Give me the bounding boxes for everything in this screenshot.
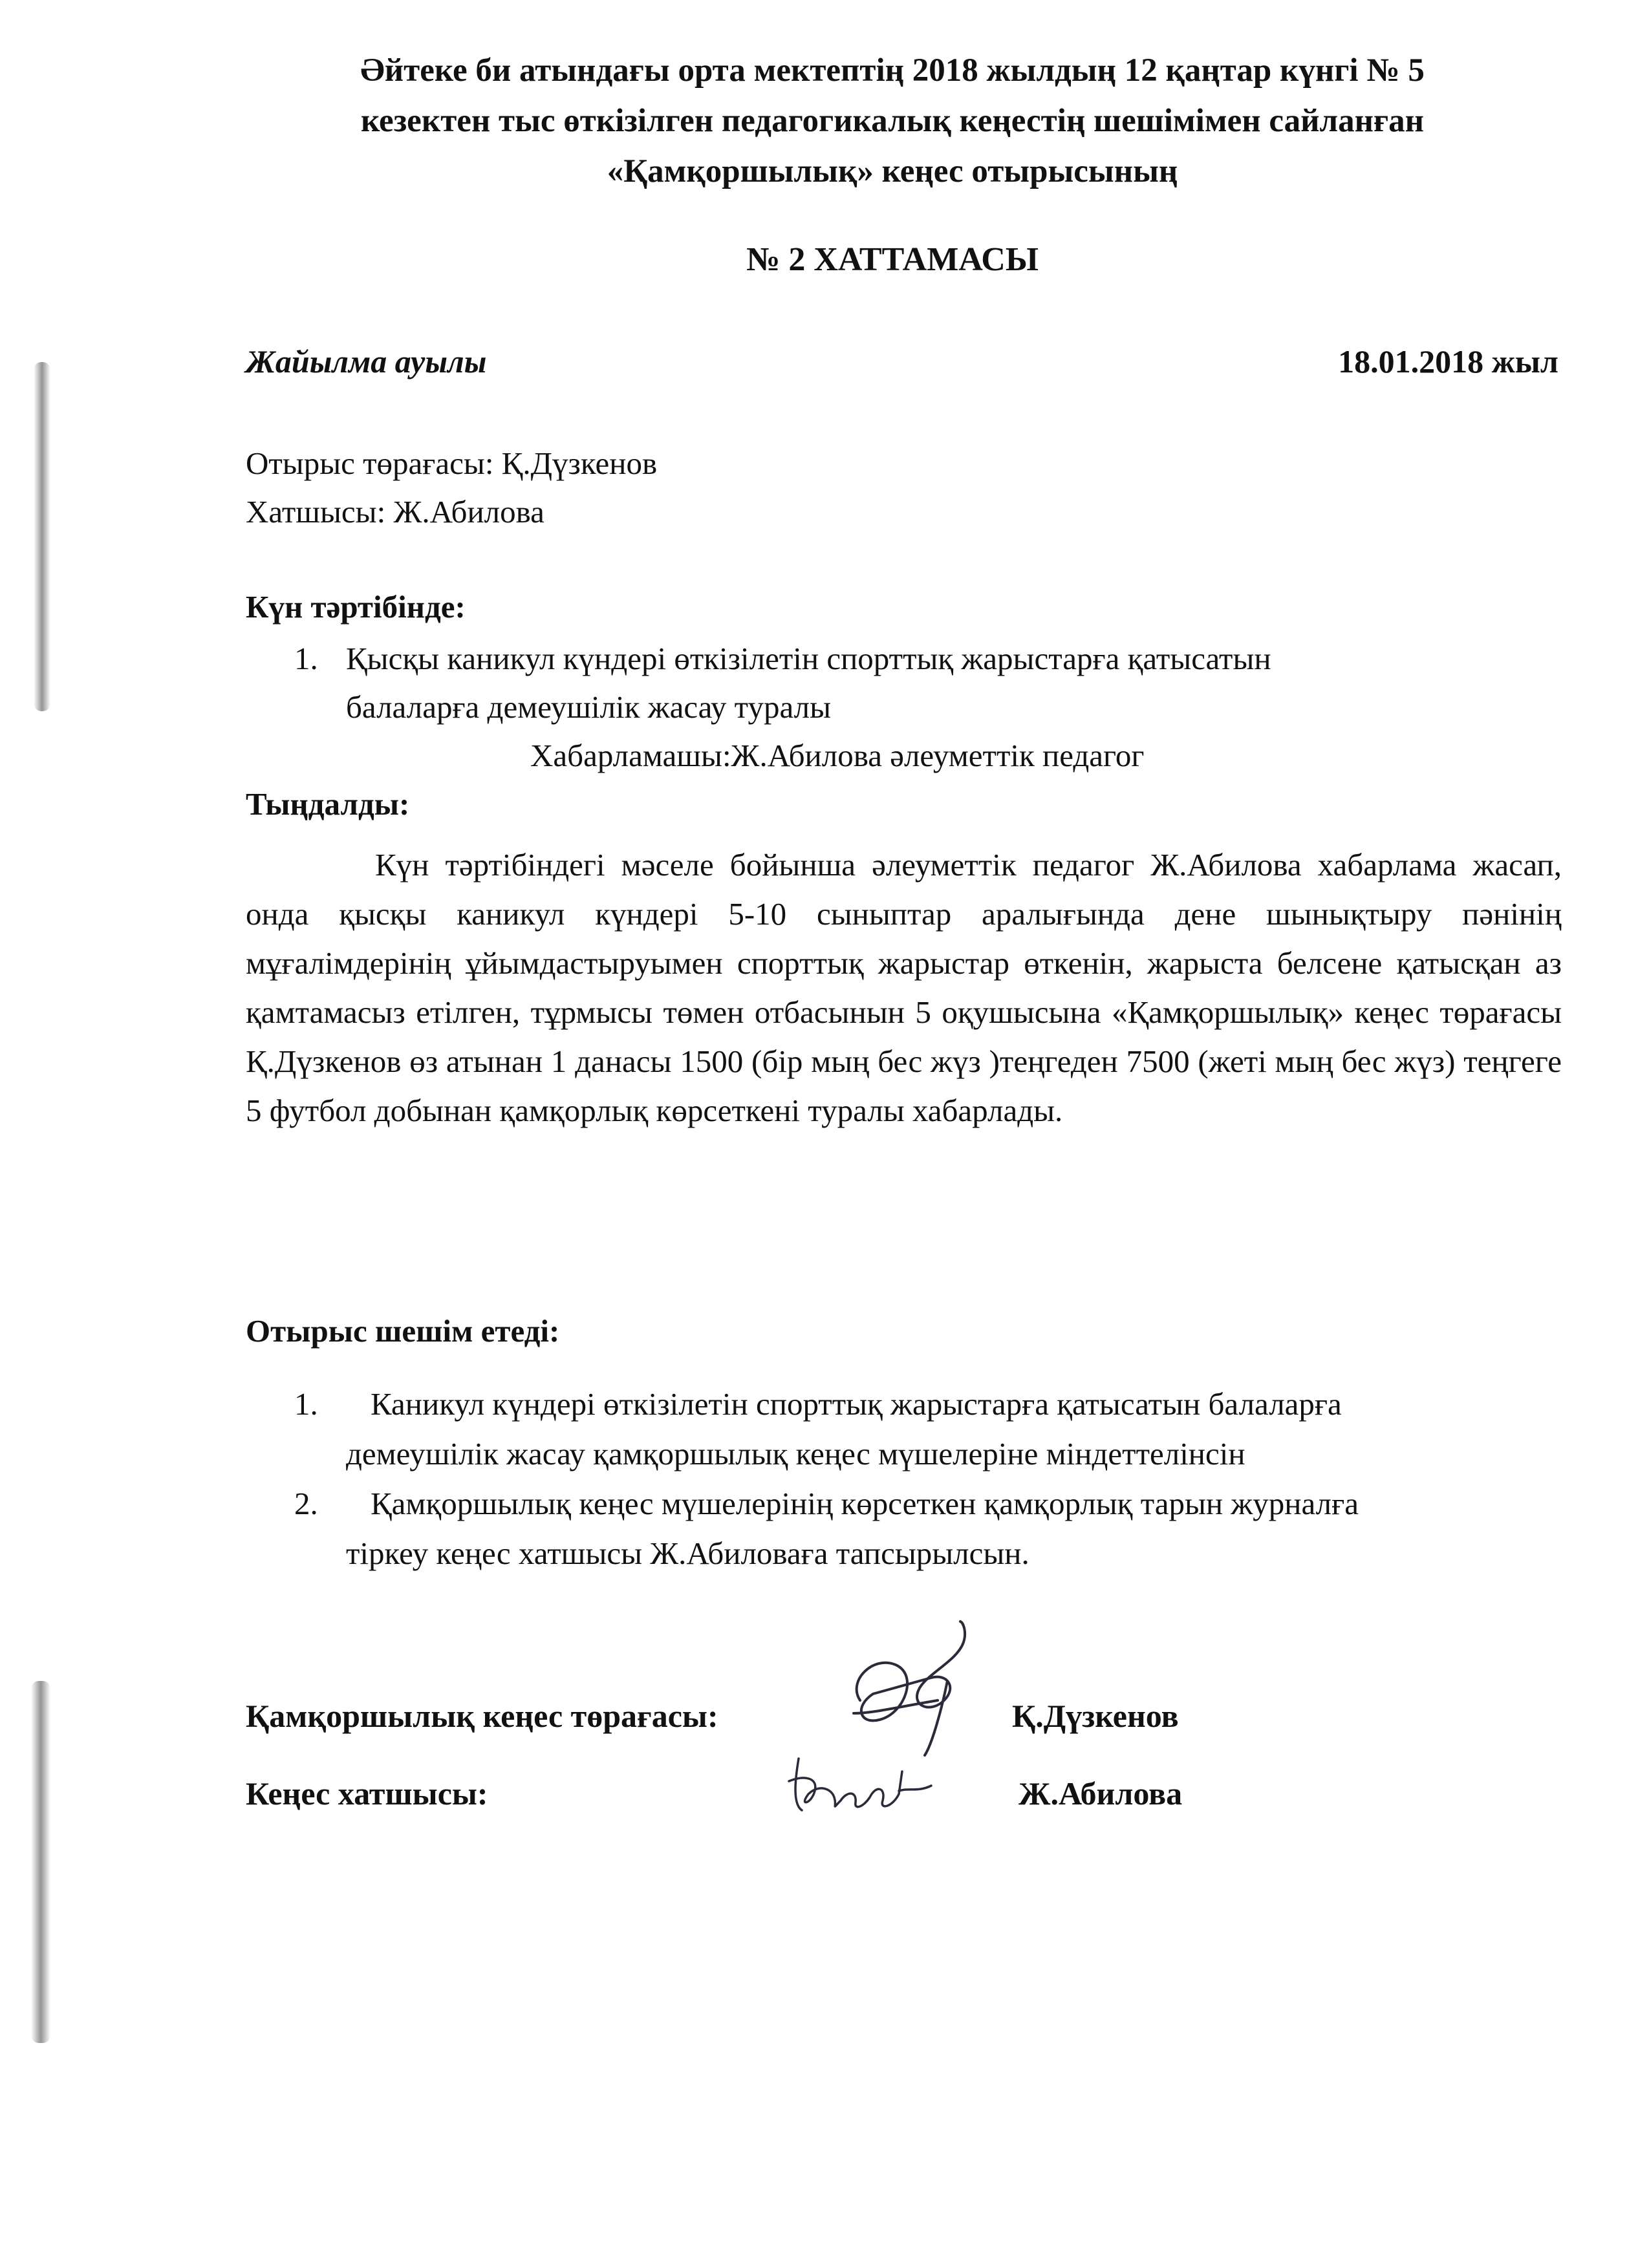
agenda-speaker: Хабарламашы:Ж.Абилова әлеуметтік педагог [530, 738, 1145, 773]
heard-paragraph-text: Күн тәртібіндегі мәселе бойынша әлеуметтік педагог Ж.Абилова хабарлама жасап, онда қысқы каникул күндері 5-10 сыныптар аралығында дене шынықтыру пәнінің мұғалімдерінің ұйымдастыруымен спорттық жарыстар өткенін, жарыста белсене қатысқан аз қамтамасыз етілген, тұрмысы төмен отбасынын 5 оқушысына «Қамқоршылық» кеңес төрағасы Қ.Дүзкенов өз атынан 1 данасы 1500 (бір мың бес жүз )теңгеден 7500 (жеті мың бес жүз) теңгеге 5 футбол добынан қамқорлық көрсеткені туралы хабарлады. [246, 847, 1562, 1128]
scan-smudge-top [34, 362, 50, 711]
agenda-item-1-number: 1. [294, 641, 318, 676]
date: 18.01.2018 жыл [1338, 343, 1558, 380]
heading-line-2: кезектен тыс өткізілген педагогикалық кеңестің шешімімен сайланған [360, 103, 1425, 139]
decision-item-2-number: 2. [294, 1486, 318, 1521]
place-date-row [246, 343, 1558, 380]
place: Жайылма ауылы [246, 343, 487, 380]
heading-line-1: Әйтеке би атындағы орта мектептің 2018 жылдың 12 қаңтар күнгі № 5 [360, 52, 1425, 89]
agenda-item-1-line-1: Қысқы каникул күндері өткізілетін спорттық жарыстарға қатысатын [346, 641, 1271, 676]
heading-line-3: «Қамқоршылық» кеңес отырысының [607, 153, 1178, 189]
decision-item-2 [294, 1485, 1359, 1522]
decision-item-1-line-2: демеушілік жасау қамқоршылық кеңес мүшелеріне міндеттелінсін [346, 1436, 1245, 1471]
decision-item-2-line-2: тіркеу кеңес хатшысы Ж.Абиловаға тапсырылсын. [346, 1535, 1029, 1571]
agenda-item-1 [294, 640, 1271, 677]
secretary-signature-label: Кеңес хатшысы: [246, 1775, 488, 1812]
protocol-title: № 2 ХАТТАМАСЫ [746, 241, 1039, 278]
heard-paragraph [246, 840, 1562, 1135]
chair-signature-label: Қамқоршылық кеңес төрағасы: [246, 1698, 718, 1734]
decision-item-2-line-1: Қамқоршылық кеңес мүшелерінің көрсеткен қамқорлық тарын журналға [371, 1486, 1359, 1521]
agenda-heading: Күн тәртібінде: [246, 589, 466, 625]
chair-handwritten-signature [834, 1616, 1022, 1765]
secretary-handwritten-signature [779, 1746, 947, 1830]
heard-heading: Тыңдалды: [246, 786, 410, 822]
decision-item-1 [294, 1385, 1342, 1422]
agenda-item-1-line-2: балаларға демеушілік жасау туралы [346, 689, 832, 725]
decision-item-1-line-1: Каникул күндері өткізілетін спорттық жарыстарға қатысатын балаларға [371, 1386, 1342, 1422]
secretary-signature-name: Ж.Абилова [1018, 1775, 1183, 1812]
decision-heading: Отырыс шешім етеді: [246, 1313, 560, 1349]
decision-item-1-number: 1. [294, 1386, 318, 1422]
secretary-line: Хатшысы: Ж.Абилова [246, 494, 544, 530]
chair-signature-name: Қ.Дүзкенов [1012, 1698, 1179, 1734]
chair-line: Отырыс төрағасы: Қ.Дүзкенов [246, 445, 658, 481]
document-heading [246, 45, 1539, 197]
scan-smudge-bottom [31, 1681, 50, 2043]
